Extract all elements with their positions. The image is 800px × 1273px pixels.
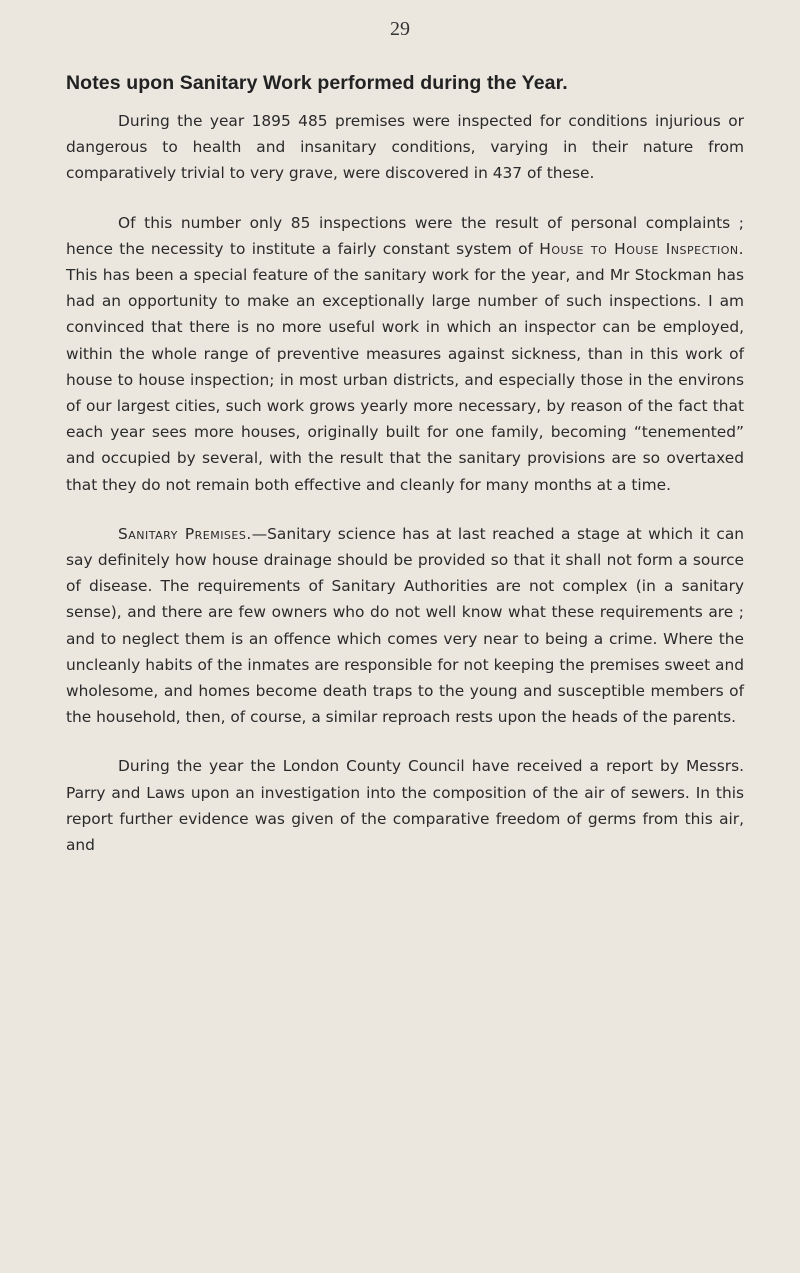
paragraph-text: This has been a special feature of the sanitary work for the year, and Mr Stockman has had an opportunity to make an exceptionally large number of such inspections. I am convinced that there is no more useful work in which an inspector can be employed, within the whole range of preventive measures against sickness, than in this work of house to house inspection; in most urban districts, and especially those in the environs of our largest cities, such work grows yearly more necessary, by reason of the fact that each year sees more houses, originally built for one family, becoming “tenemented” and occupied by several, with the result that the sanitary provisions are so overtaxed that they do not remain both effective and cleanly for many months at a time.	[66, 266, 744, 494]
section-heading: Notes upon Sanitary Work performed during the Year.	[66, 72, 568, 94]
paragraph-sewer-air	[66, 753, 744, 858]
page-number: 29	[390, 18, 410, 40]
inline-heading: House to House Inspection.	[539, 239, 744, 258]
paragraph-text: During the year 1895 485 premises were inspected for conditions injurious or dangerous to health and insanitary conditions, varying in their nature from comparatively trivial to very grave, were discovered in 437 of these.	[66, 112, 744, 183]
paragraph-text: During the year the London County Council have received a report by Messrs. Parry and Laws upon an investigation into the composition of the air of sewers. In this report further evidence was given of the comparative freedom of germs from this air, and	[66, 757, 744, 855]
paragraph-inspections	[66, 108, 744, 187]
inline-heading: Sanitary Premises.	[118, 524, 252, 543]
body-text	[66, 108, 744, 881]
paragraph-text: —Sanitary science has at last reached a stage at which it can say definitely how house drainage should be provided so that it shall not form a source of disease. The requirements of Sanitary Authorities are not complex (in a sanitary sense), and there are few owners who do not well know what these requirements are ; and to neglect them is an offence which comes very near to being a crime. Where the uncleanly habits of the inmates are responsible for not keeping the premises sweet and wholesome, and homes become death traps to the young and susceptible members of the household, then, of course, a similar reproach rests upon the heads of the parents.	[66, 524, 745, 727]
paragraph-text: Of this number only 85 inspections were the result of personal complaints ; hence the necessity to institute a fairly constant system of	[66, 213, 744, 258]
paragraph-sanitary-premises	[66, 521, 744, 731]
paragraph-house-to-house	[66, 210, 744, 498]
